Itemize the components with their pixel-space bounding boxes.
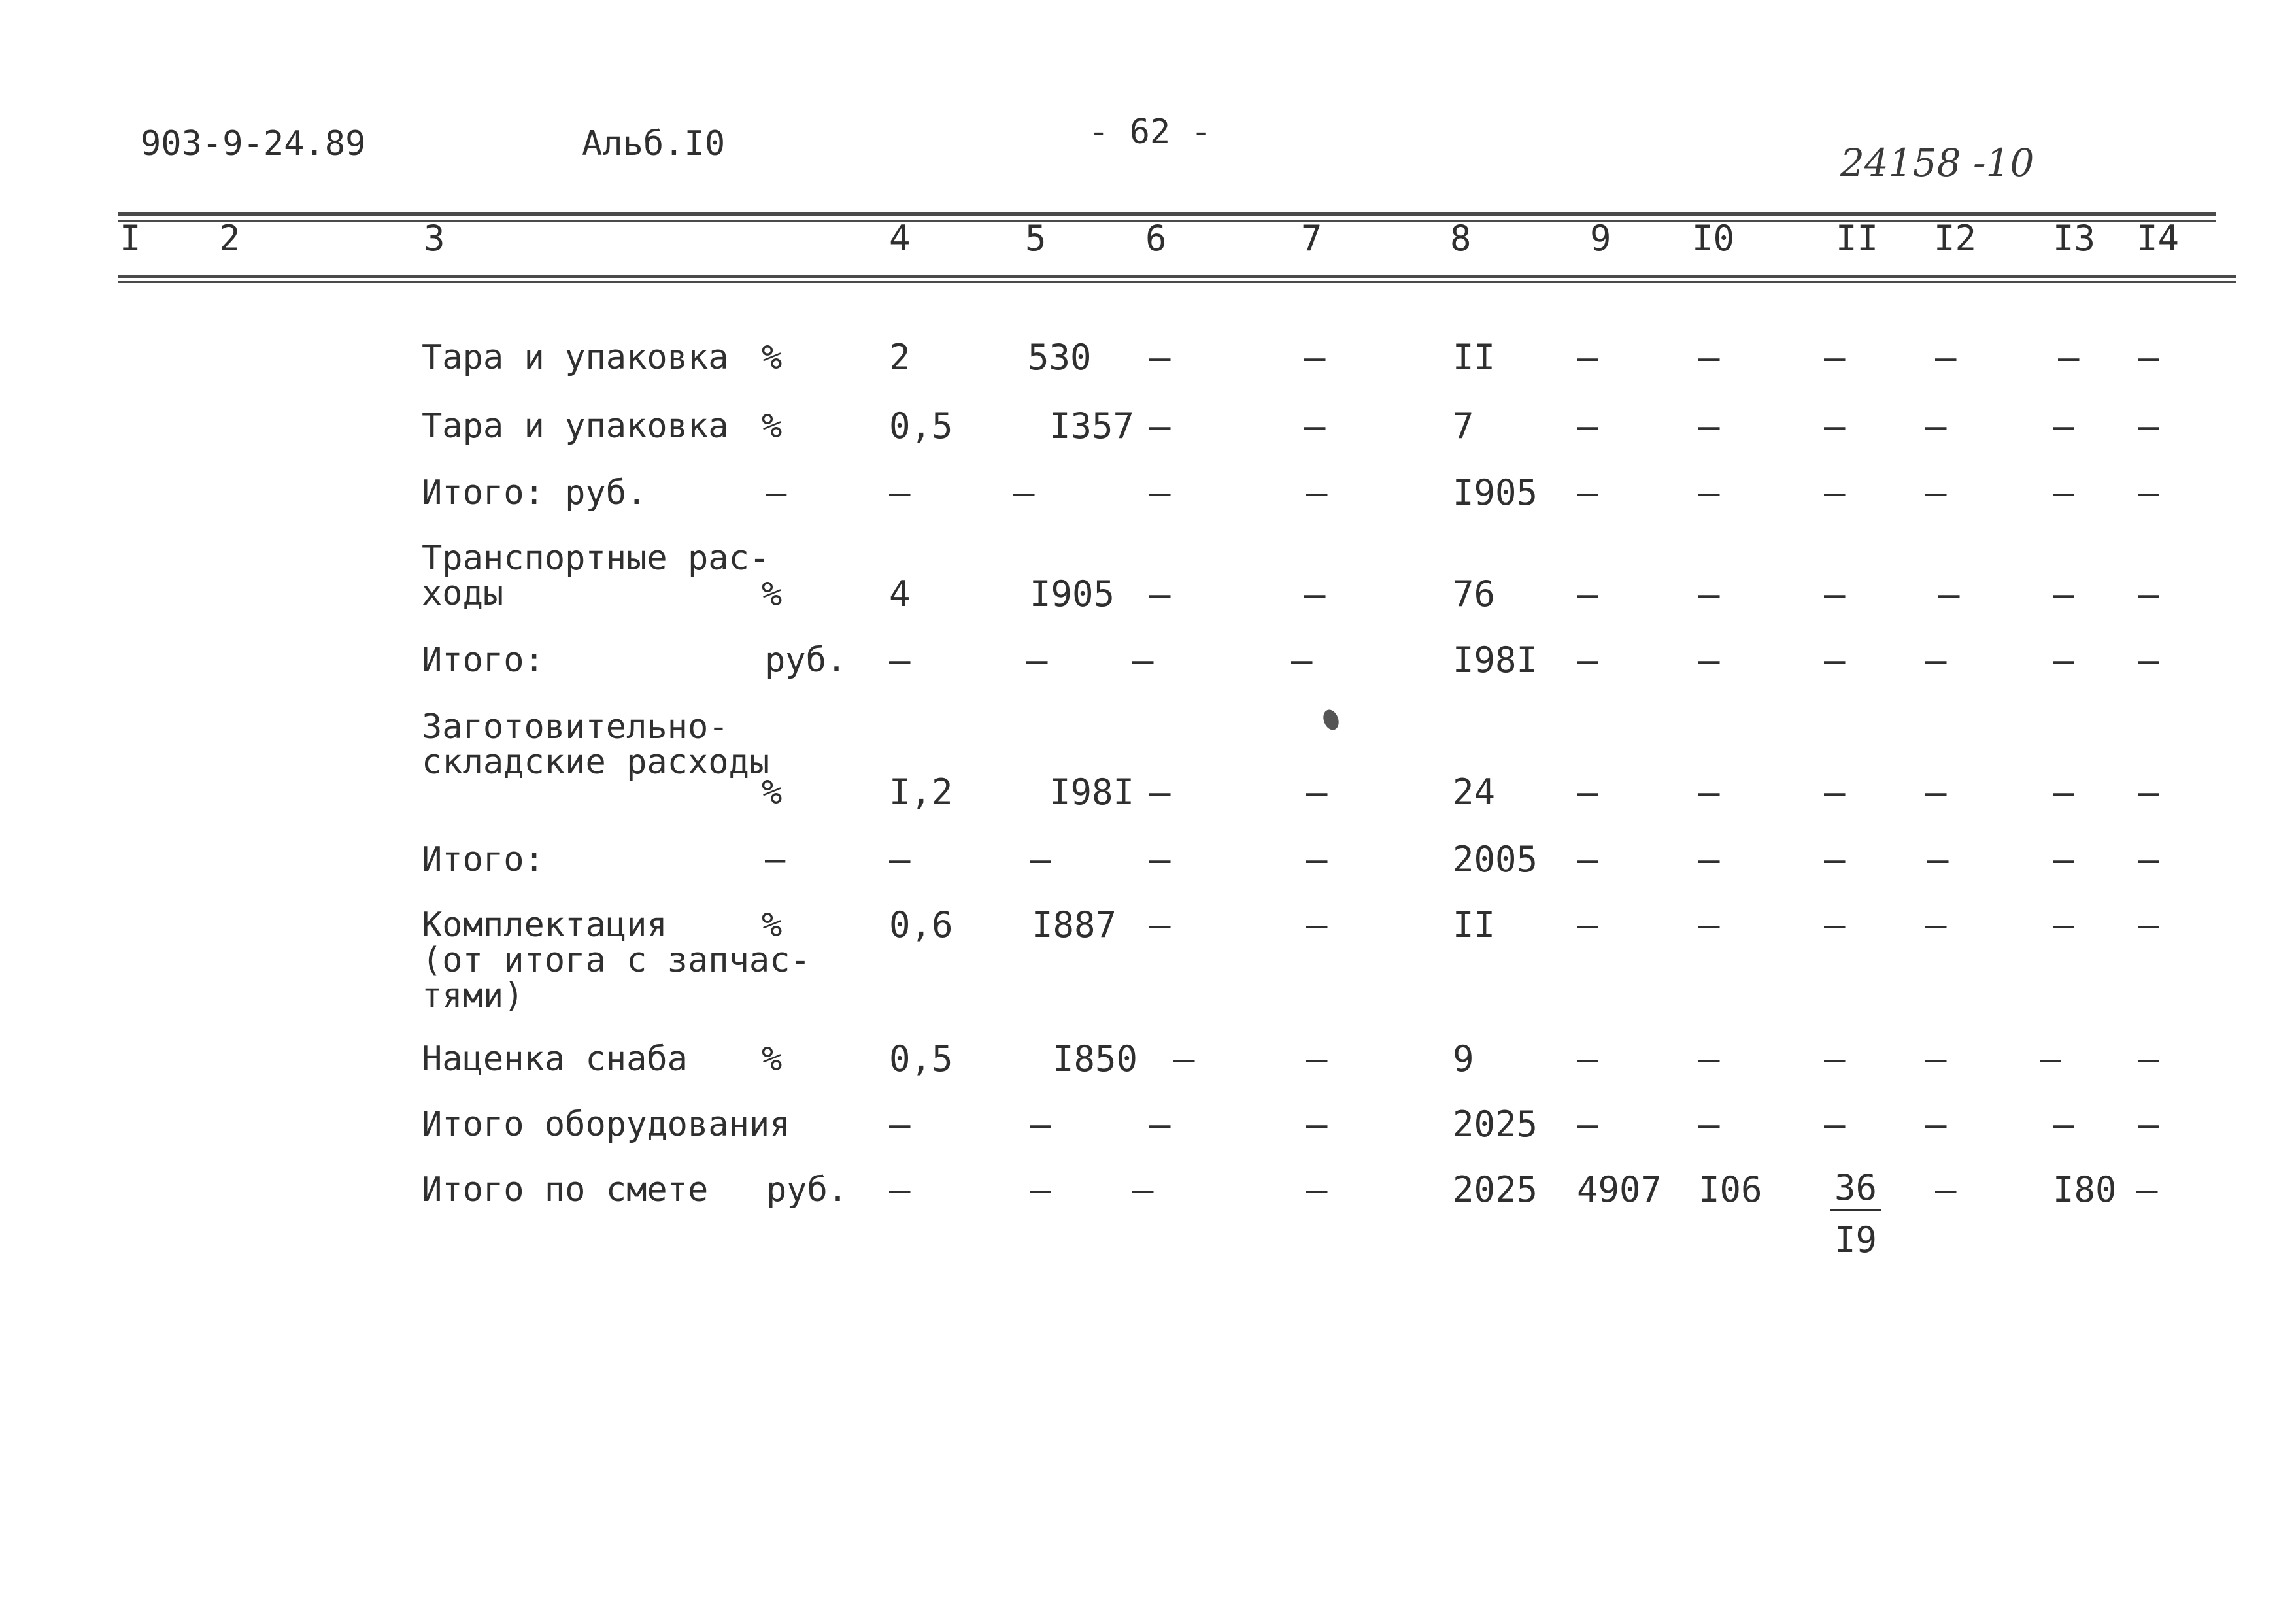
cell-col10: – [1698, 1104, 1720, 1145]
cell-col11: – [1824, 639, 1846, 681]
cell-col4: 0,5 [889, 405, 953, 447]
cell-col14: – [2136, 1169, 2158, 1210]
cell-col12: – [1925, 1038, 1947, 1079]
cell-col8: 2005 [1453, 839, 1538, 880]
column-number: 5 [1025, 218, 1047, 259]
cell-col6: – [1149, 405, 1171, 447]
cell-col8: II [1453, 904, 1496, 945]
cell-col12: – [1938, 573, 1960, 615]
row-unit: % [762, 773, 783, 812]
cell-col9: 4907 [1577, 1169, 1662, 1210]
cell-col4: – [889, 839, 911, 880]
cell-col7: – [1304, 337, 1326, 378]
handwritten-number: 24158 -10 [1840, 141, 2034, 185]
cell-col5: I850 [1053, 1038, 1138, 1079]
row-unit: % [762, 905, 783, 945]
cell-col9: – [1577, 337, 1598, 378]
cell-col5: – [1013, 472, 1035, 513]
cell-col7: – [1306, 771, 1328, 813]
cell-col5: – [1030, 839, 1051, 880]
cell-col12: – [1925, 1104, 1947, 1145]
cell-col9: – [1577, 573, 1598, 615]
cell-col7: – [1306, 1169, 1328, 1210]
column-number: II [1836, 218, 1879, 259]
cell-col6: – [1149, 839, 1171, 880]
cell-col5: – [1026, 639, 1048, 681]
cell-col12: – [1935, 1169, 1957, 1210]
cell-col8: 24 [1453, 771, 1496, 813]
row-unit: % [762, 338, 783, 377]
cell-col14: – [2138, 472, 2159, 513]
cell-col9: – [1577, 1038, 1598, 1079]
cell-col7: – [1291, 639, 1313, 681]
cell-col14: – [2138, 771, 2159, 813]
cell-col5: I357 [1049, 405, 1135, 447]
cell-col11: – [1824, 1104, 1846, 1145]
cell-col11: – [1824, 405, 1846, 447]
cell-col8: 76 [1453, 573, 1496, 615]
cell-col8: 9 [1453, 1038, 1474, 1079]
cell-col6: – [1149, 904, 1171, 945]
cell-col11-fraction [1830, 1168, 1881, 1260]
cell-col13: – [2053, 639, 2074, 681]
cell-col14: – [2138, 573, 2159, 615]
cell-col8: I905 [1453, 472, 1538, 513]
cell-col11: – [1824, 1038, 1846, 1079]
cell-col8: 2025 [1453, 1104, 1538, 1145]
cell-col14: – [2138, 405, 2159, 447]
cell-col10: – [1698, 1038, 1720, 1079]
row-label: Заготовительно- складские расходы [422, 707, 770, 782]
cell-col6: – [1149, 472, 1171, 513]
cell-col6: – [1132, 639, 1154, 681]
cell-col14: – [2138, 1104, 2159, 1145]
cell-col6: – [1173, 1038, 1195, 1079]
table-header-rule-2 [118, 281, 2236, 283]
cell-col11: – [1824, 337, 1846, 378]
cell-col12: – [1935, 337, 1957, 378]
column-number: I3 [2053, 218, 2096, 259]
cell-col7: – [1306, 839, 1328, 880]
cell-col7: – [1306, 1038, 1328, 1079]
cell-col14: – [2138, 839, 2159, 880]
cell-col5: – [1030, 1104, 1051, 1145]
row-label: Итого: [422, 641, 545, 680]
cell-col5: I887 [1032, 904, 1117, 945]
cell-col10: – [1698, 839, 1720, 880]
cell-col12: – [1925, 639, 1947, 681]
cell-col12: – [1925, 904, 1947, 945]
cell-col6: – [1149, 337, 1171, 378]
row-unit: % [762, 575, 783, 614]
column-number: 8 [1450, 218, 1472, 259]
cell-col9: – [1577, 771, 1598, 813]
cell-col13: – [2058, 337, 2080, 378]
cell-col11: – [1824, 472, 1846, 513]
ink-blot [1321, 707, 1341, 732]
cell-col8: 7 [1453, 405, 1474, 447]
row-label: Транспортные рас- ходы [422, 539, 770, 613]
document-code: 903-9-24.89 [141, 124, 366, 163]
row-label: Итого оборудования [422, 1105, 790, 1144]
cell-col6: – [1149, 771, 1171, 813]
column-number: I0 [1692, 218, 1735, 259]
cell-col4: 0,6 [889, 904, 953, 945]
cell-col4: – [889, 1104, 911, 1145]
column-number: 3 [424, 218, 445, 259]
cell-col10: – [1698, 337, 1720, 378]
cell-col9: – [1577, 472, 1598, 513]
cell-col5: – [1030, 1169, 1051, 1210]
cell-col13: I80 [2053, 1169, 2117, 1210]
row-unit: руб. [766, 1170, 849, 1210]
cell-col13: – [2053, 904, 2074, 945]
cell-col10: – [1698, 639, 1720, 681]
cell-col11: – [1824, 839, 1846, 880]
cell-col7: – [1304, 405, 1326, 447]
column-number: I [120, 218, 141, 259]
cell-col9: – [1577, 405, 1598, 447]
cell-col11: – [1824, 771, 1846, 813]
fraction-numerator: 36 [1830, 1168, 1881, 1211]
cell-col13: – [2053, 405, 2074, 447]
cell-col7: – [1306, 472, 1328, 513]
cell-col11: – [1824, 904, 1846, 945]
cell-col4: – [889, 639, 911, 681]
row-unit: – [766, 473, 787, 513]
cell-col4: – [889, 1169, 911, 1210]
cell-col10: – [1698, 573, 1720, 615]
row-label: Комплектация (от итога с запчас- тями) [422, 905, 811, 1015]
row-label: Тара и упаковка [422, 407, 729, 446]
cell-col8: 2025 [1453, 1169, 1538, 1210]
cell-col14: – [2138, 337, 2159, 378]
cell-col14: – [2138, 1038, 2159, 1079]
cell-col12: – [1925, 472, 1947, 513]
cell-col6: – [1132, 1169, 1154, 1210]
cell-col13: – [2053, 472, 2074, 513]
cell-col12: – [1927, 839, 1949, 880]
cell-col4: 4 [889, 573, 911, 615]
row-unit: руб. [765, 641, 847, 680]
row-unit: % [762, 1040, 783, 1079]
column-number: 6 [1145, 218, 1167, 259]
cell-col14: – [2138, 639, 2159, 681]
cell-col10: – [1698, 904, 1720, 945]
cell-col6: – [1149, 1104, 1171, 1145]
column-number: 7 [1301, 218, 1323, 259]
cell-col9: – [1577, 639, 1598, 681]
table-top-rule [118, 212, 2216, 216]
cell-col4: – [889, 472, 911, 513]
cell-col7: – [1306, 1104, 1328, 1145]
table-header-rule [118, 275, 2236, 278]
row-label: Итого: руб. [422, 473, 647, 513]
cell-col10: – [1698, 405, 1720, 447]
cell-col4: I,2 [889, 771, 953, 813]
cell-col10: – [1698, 771, 1720, 813]
column-number: 9 [1590, 218, 1611, 259]
row-label: Итого: [422, 840, 545, 879]
cell-col13: – [2053, 839, 2074, 880]
cell-col9: – [1577, 1104, 1598, 1145]
cell-col12: – [1925, 405, 1947, 447]
cell-col4: 2 [889, 337, 911, 378]
cell-col5: I905 [1030, 573, 1115, 615]
page-number: - 62 - [1088, 112, 1211, 152]
row-label: Тара и упаковка [422, 338, 729, 377]
cell-col5: 530 [1028, 337, 1092, 378]
cell-col13: – [2053, 573, 2074, 615]
row-unit: – [765, 840, 786, 879]
cell-col6: – [1149, 573, 1171, 615]
cell-col8: I98I [1453, 639, 1538, 681]
cell-col13: – [2053, 1104, 2074, 1145]
cell-col4: 0,5 [889, 1038, 953, 1079]
column-number: 4 [889, 218, 911, 259]
cell-col7: – [1306, 904, 1328, 945]
row-unit: % [762, 407, 783, 446]
cell-col12: – [1925, 771, 1947, 813]
fraction-denominator: I9 [1834, 1219, 1878, 1260]
cell-col8: II [1453, 337, 1496, 378]
cell-col5: I98I [1049, 771, 1135, 813]
cell-col10: – [1698, 472, 1720, 513]
album-label: Альб.I0 [582, 124, 726, 163]
column-number: I4 [2136, 218, 2180, 259]
cell-col9: – [1577, 904, 1598, 945]
cell-col9: – [1577, 839, 1598, 880]
cell-col7: – [1304, 573, 1326, 615]
column-number: I2 [1934, 218, 1977, 259]
cell-col10: I06 [1698, 1169, 1763, 1210]
cell-col13: – [2040, 1038, 2061, 1079]
cell-col14: – [2138, 904, 2159, 945]
row-label: Итого по смете [422, 1170, 709, 1210]
cell-col13: – [2053, 771, 2074, 813]
row-label: Наценка снаба [422, 1040, 688, 1079]
column-number: 2 [219, 218, 241, 259]
cell-col11: – [1824, 573, 1846, 615]
